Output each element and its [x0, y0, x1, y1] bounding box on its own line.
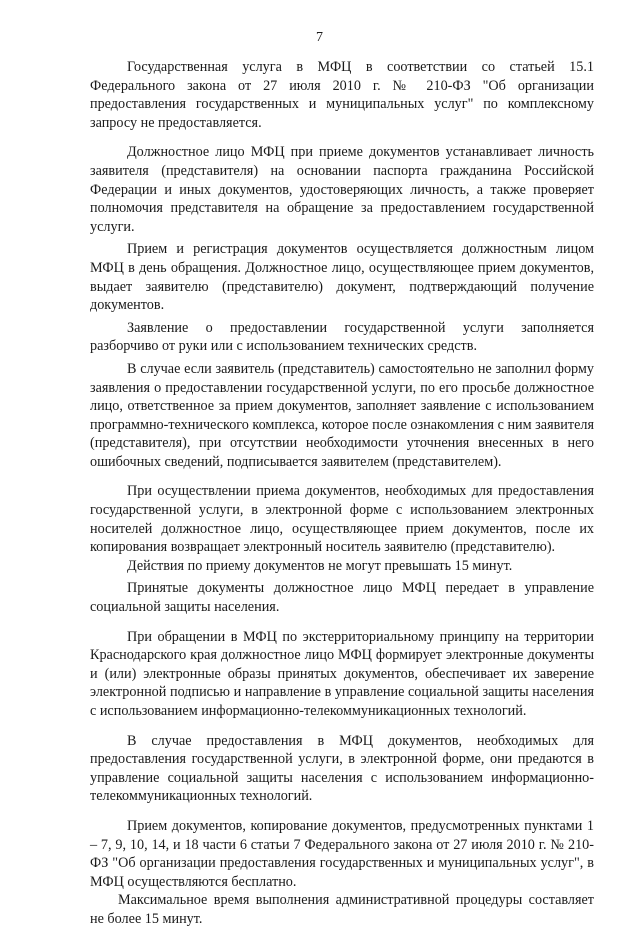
document-body — [90, 58, 594, 929]
paragraph: Прием и регистрация документов осуществляется должностным лицом МФЦ в день обращения. Должностное лицо, осуществляющее прием документов, выдает заявителю (представителю) документ, подтверждающий получение документов. — [90, 241, 594, 314]
paragraph: В случае предоставления в МФЦ документов, необходимых для предоставления государственной услуги, в электронной форме, они предаются в управление социальной защиты населения с использованием информационно-телекоммуникационных технологий. — [90, 732, 594, 805]
paragraph: В случае если заявитель (представитель) самостоятельно не заполнил форму заявления о предоставлении государственной услуги, по его просьбе должностное лицо, ответственное за прием документов, заполняет заявление с использованием программно-технического комплекса, которое после ознакомления с ним заявителя (представителя), при отсутствии необходимости уточнения внесенных в него ошибочных сведений, подписывается заявителем (представителем). — [90, 360, 594, 470]
paragraph: Максимальное время выполнения административной процедуры составляет не более 15 минут. — [90, 892, 594, 927]
paragraph: Должностное лицо МФЦ при приеме документов устанавливает личность заявителя (представителя) на основании паспорта гражданина Российской Федерации и иных документов, удостоверяющих личность, а также проверяет полномочия представителя на обращение за предоставлением государственной услуги. — [90, 144, 594, 235]
paragraph: При обращении в МФЦ по экстерриториальному принципу на территории Краснодарского края должностное лицо МФЦ формирует электронные документы и (или) электронные образы принятых документов, обеспечивает их заверение электронной подписью и направление в управление социальной защиты населения с использованием информационно-телекоммуникационных технологий. — [90, 628, 594, 719]
paragraph: При осуществлении приема документов, необходимых для предоставления государственной услуги, в электронной форме с использованием электронных носителей должностное лицо, осуществляющее прием документов, после их копирования возвращает электронный носитель заявителю (представителю). — [90, 483, 594, 556]
paragraph: Принятые документы должностное лицо МФЦ передает в управление социальной защиты населения. — [90, 580, 594, 616]
paragraph: Действия по приему документов не могут превышать 15 минут. — [127, 557, 513, 574]
paragraph: Государственная услуга в МФЦ в соответствии со статьей 15.1 Федерального закона от 27 июля 2010 г. № 210-ФЗ "Об организации предоставления государственных и муниципальных услуг" по комплексному запросу не предоставляется. — [90, 59, 594, 131]
page-number: 7 — [316, 30, 323, 45]
paragraph: Прием документов, копирование документов, предусмотренных пунктами 1 – 7, 9, 10, 14, и 18 части 6 статьи 7 Федерального закона от 27 июля 2010 г. № 210-ФЗ "Об организации предоставления государственных и муниципальных услуг", в МФЦ осуществляются бесплатно. — [90, 817, 594, 890]
paragraph: Заявление о предоставлении государственной услуги заполняется разборчиво от руки или с использованием технических средств. — [90, 319, 594, 355]
